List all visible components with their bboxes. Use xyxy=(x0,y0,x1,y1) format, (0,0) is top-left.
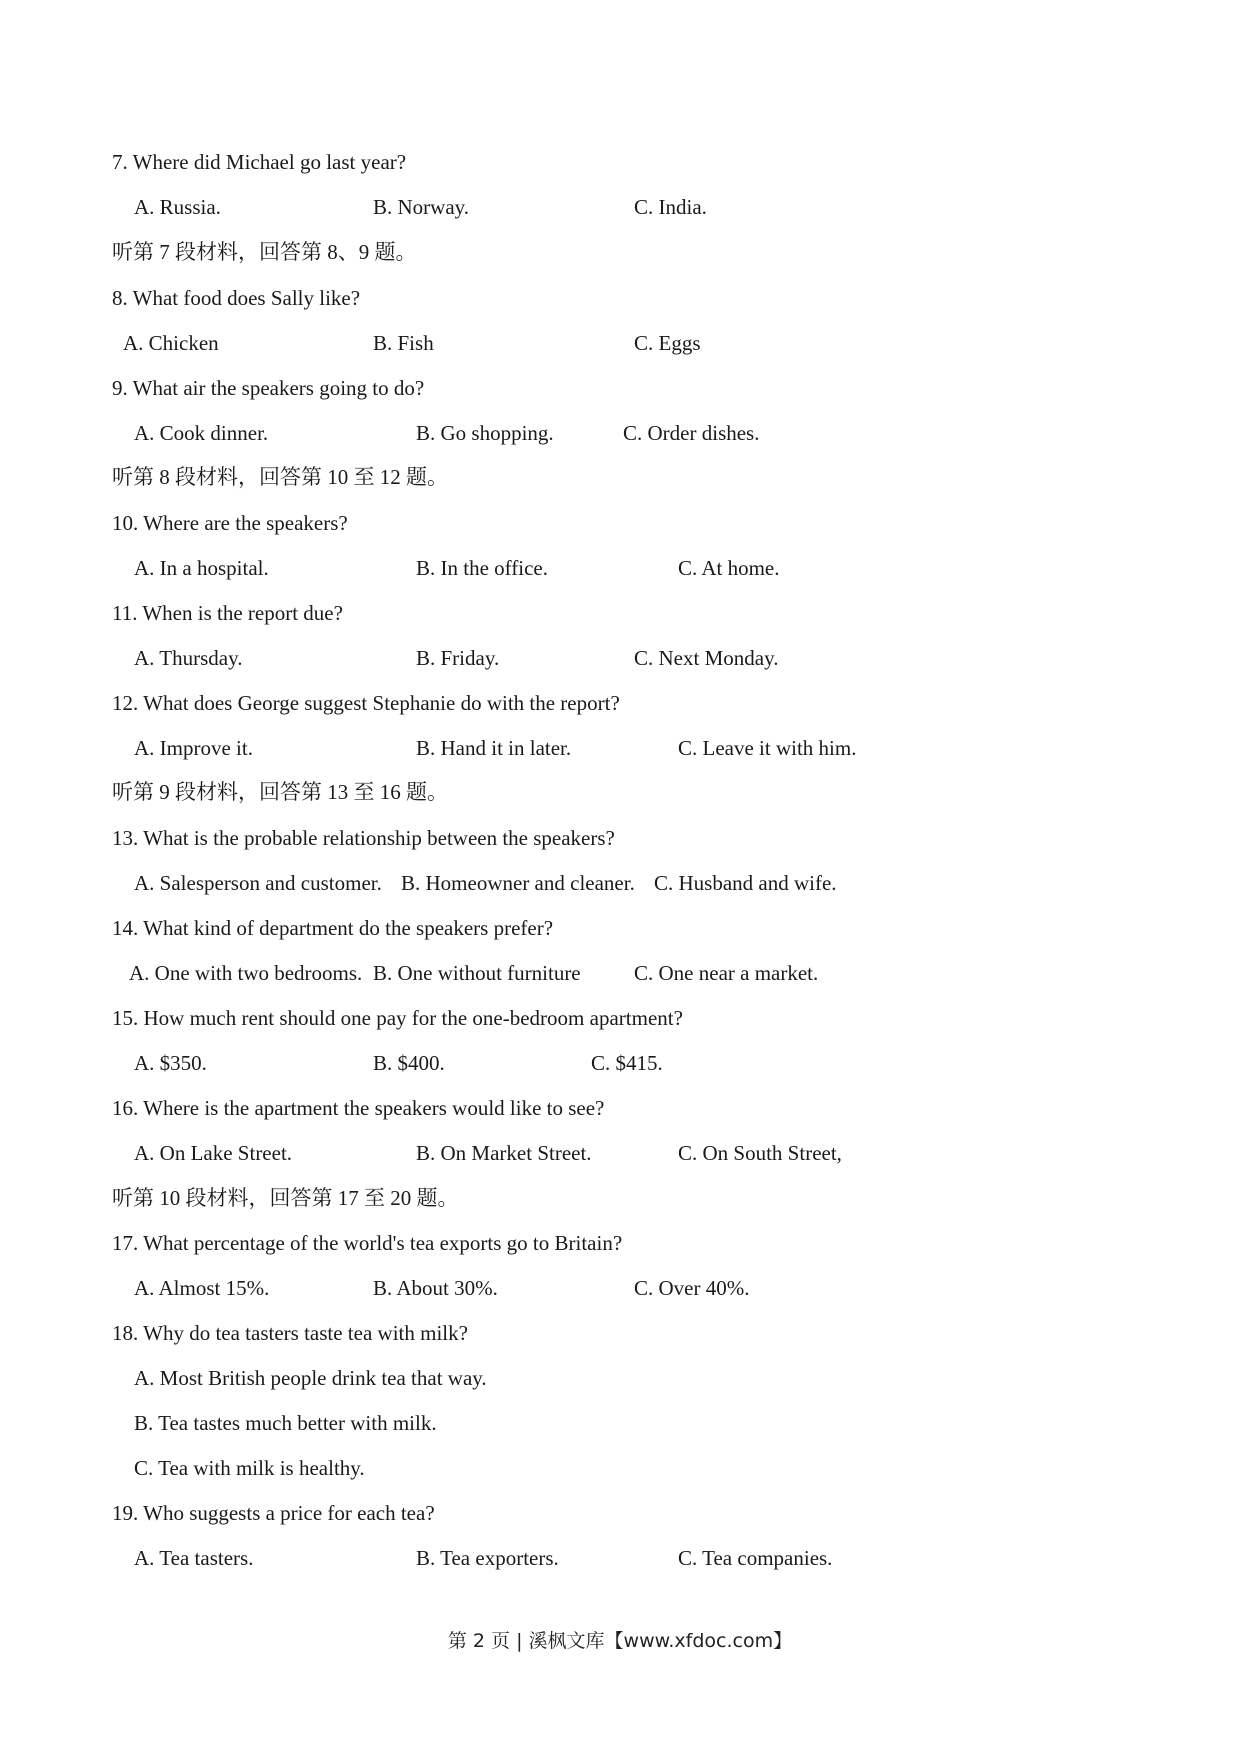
question-17 xyxy=(0,1228,1240,1258)
options-16 xyxy=(0,1138,1240,1168)
option-b: B. Tea exporters. xyxy=(416,1546,559,1570)
question-text: 17. What percentage of the world's tea exports go to Britain? xyxy=(112,1231,623,1255)
question-text: 10. Where are the speakers? xyxy=(112,511,348,535)
option-a: A. Russia. xyxy=(134,195,221,219)
question-13 xyxy=(0,823,1240,853)
question-18 xyxy=(0,1318,1240,1348)
option-a: A. Thursday. xyxy=(134,646,243,670)
option-b: B. Fish xyxy=(373,331,434,355)
options-19 xyxy=(0,1543,1240,1573)
options-18-b xyxy=(0,1408,1240,1438)
question-text: 12. What does George suggest Stephanie do with the report? xyxy=(112,691,620,715)
section-text: 听第 8 段材料，回答第 10 至 12 题。 xyxy=(112,465,448,489)
option-b: B. One without furniture xyxy=(373,961,581,985)
question-text: 16. Where is the apartment the speakers would like to see? xyxy=(112,1096,605,1120)
option-a: A. On Lake Street. xyxy=(134,1141,293,1165)
question-text: 18. Why do tea tasters taste tea with milk? xyxy=(112,1321,468,1345)
option-c: C. Leave it with him. xyxy=(678,736,857,760)
question-14 xyxy=(0,913,1240,943)
options-11 xyxy=(0,643,1240,673)
option-c: C. On South Street, xyxy=(678,1141,842,1165)
question-text: 7. Where did Michael go last year? xyxy=(112,150,407,174)
option-c: C. Over 40%. xyxy=(634,1276,750,1300)
option-c: C. Next Monday. xyxy=(634,646,779,670)
option-a: A. Cook dinner. xyxy=(134,421,269,445)
question-text: 8. What food does Sally like? xyxy=(112,286,361,310)
option-b: B. Hand it in later. xyxy=(416,736,572,760)
page-footer: 第 2 页 | 溪枫文库【www.xfdoc.com】 xyxy=(447,1630,793,1652)
options-7 xyxy=(0,192,1240,222)
option-c: C. $415. xyxy=(591,1051,663,1075)
question-9 xyxy=(0,373,1240,403)
options-10 xyxy=(0,553,1240,583)
option-b: B. About 30%. xyxy=(373,1276,498,1300)
option-c: C. One near a market. xyxy=(634,961,819,985)
option-a: A. Tea tasters. xyxy=(134,1546,254,1570)
option-b: B. Homeowner and cleaner. xyxy=(401,871,635,895)
option-c: C. India. xyxy=(634,195,707,219)
option-a: A. Almost 15%. xyxy=(134,1276,270,1300)
question-19 xyxy=(0,1498,1240,1528)
question-10 xyxy=(0,508,1240,538)
section-instruction xyxy=(0,1183,1240,1213)
question-text: 19. Who suggests a price for each tea? xyxy=(112,1501,435,1525)
question-11 xyxy=(0,598,1240,628)
section-instruction xyxy=(0,777,1240,807)
question-15 xyxy=(0,1003,1240,1033)
options-15 xyxy=(0,1048,1240,1078)
option-c: C. Husband and wife. xyxy=(654,871,837,895)
option-c: C. Order dishes. xyxy=(623,421,760,445)
question-7 xyxy=(0,147,1240,177)
option-a: A. Most British people drink tea that way. xyxy=(134,1366,487,1390)
option-a: A. In a hospital. xyxy=(134,556,269,580)
option-a: A. $350. xyxy=(134,1051,207,1075)
section-instruction xyxy=(0,237,1240,267)
option-b: B. In the office. xyxy=(416,556,548,580)
option-c: C. Eggs xyxy=(634,331,701,355)
option-c: C. Tea with milk is healthy. xyxy=(134,1456,365,1480)
option-c: C. Tea companies. xyxy=(678,1546,833,1570)
option-c: C. At home. xyxy=(678,556,780,580)
option-b: B. Go shopping. xyxy=(416,421,554,445)
options-13 xyxy=(0,868,1240,898)
options-18-a xyxy=(0,1363,1240,1393)
question-12 xyxy=(0,688,1240,718)
question-text: 13. What is the probable relationship between the speakers? xyxy=(112,826,615,850)
options-9 xyxy=(0,418,1240,448)
option-a: A. One with two bedrooms. xyxy=(129,961,363,985)
options-17 xyxy=(0,1273,1240,1303)
options-8 xyxy=(0,328,1240,358)
option-a: A. Improve it. xyxy=(134,736,253,760)
option-b: B. Tea tastes much better with milk. xyxy=(134,1411,437,1435)
options-14 xyxy=(0,958,1240,988)
section-text: 听第 7 段材料，回答第 8、9 题。 xyxy=(112,240,417,264)
section-text: 听第 9 段材料，回答第 13 至 16 题。 xyxy=(112,780,448,804)
options-18-c xyxy=(0,1453,1240,1483)
option-a: A. Salesperson and customer. xyxy=(134,871,382,895)
section-instruction xyxy=(0,462,1240,492)
question-text: 14. What kind of department do the speakers prefer? xyxy=(112,916,554,940)
option-b: B. Friday. xyxy=(416,646,500,670)
option-a: A. Chicken xyxy=(123,331,219,355)
section-text: 听第 10 段材料，回答第 17 至 20 题。 xyxy=(112,1186,459,1210)
option-b: B. On Market Street. xyxy=(416,1141,592,1165)
option-b: B. $400. xyxy=(373,1051,445,1075)
question-text: 15. How much rent should one pay for the one-bedroom apartment? xyxy=(112,1006,683,1030)
question-text: 9. What air the speakers going to do? xyxy=(112,376,425,400)
question-16 xyxy=(0,1093,1240,1123)
question-8 xyxy=(0,283,1240,313)
options-12 xyxy=(0,733,1240,763)
option-b: B. Norway. xyxy=(373,195,470,219)
question-text: 11. When is the report due? xyxy=(112,601,343,625)
